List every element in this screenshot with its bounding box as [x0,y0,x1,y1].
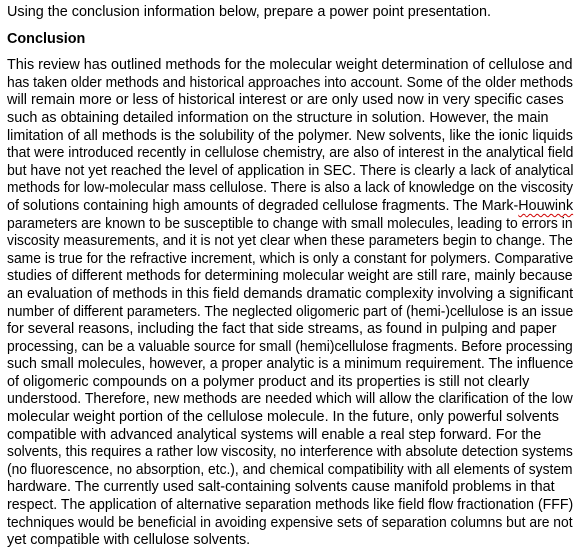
body-line: molecular weight portion of the cellulose molecule. In the future, only powerful solvents [7,409,559,426]
body-line: such as obtaining detailed information on the structure in solution. However, the main [7,109,549,126]
body-line: solvents, this requires a rather low viscosity, no interference with absolute detection systems [7,444,573,461]
body-line: respect. The application of alternative separation methods like field flow fractionation (FFF) [7,497,574,514]
body-line: limitation of all methods is the solubility of the polymer. New solvents, like the ionic liquids [7,127,573,144]
body-line: for several reasons, including the fact that side streams, as found in pulping and paper [7,321,557,338]
body-line: same is true for the refractive increment, which is only a constant for polymers. Comparative [7,250,574,267]
conclusion-heading: Conclusion [7,30,86,47]
body-line: that were introduced recently in cellulose chemistry, are also of interest in the analytical field [7,145,574,162]
body-line: parameters are known to be susceptible to change with small molecules, leading to errors in [7,215,573,232]
body-line: will remain more or less of historical interest or are only used now in very specific cases [7,92,564,109]
body-line: but have not yet reached the level of application in SEC. There is clearly a lack of analytical [7,162,574,179]
body-line: techniques would be beneficial in avoiding expensive sets of separation columns but are not [7,514,573,531]
body-line: compatible with advanced analytical systems will enable a real step forward. For the [7,426,542,443]
body-line: an evaluation of methods in this field demands dramatic complexity involving a significant [7,285,574,302]
body-line: understood. Therefore, new methods are needed which will allow the clarification of the low [7,391,573,408]
spellcheck-flagged-word: Houwink [518,197,574,214]
body-line: such small molecules, however, a proper analytic is a minimum requirement. The influence [7,356,574,373]
body-line: processing, can be a valuable source for small (hemi)cellulose fragments. Before processing [7,338,573,355]
body-line: yet compatible with cellulose solvents. [7,532,251,549]
body-line: (no fluorescence, no absorption, etc.), and chemical compatibility with all elements of system [7,461,573,478]
body-line: studies of different methods for determining molecular weight are still rare, mainly because [7,268,573,285]
body-line: This review has outlined methods for the molecular weight determination of cellulose and [7,57,573,74]
body-line: has taken older methods and historical approaches into account. Some of the older methods [7,74,573,91]
body-line: of oligomeric compounds on a polymer product and its properties is still not clearly [7,373,530,390]
body-line: of solutions containing high amounts of degraded cellulose fragments. The Mark-Houwink [7,197,574,214]
body-line: viscosity measurements, and it is not yet clear when these parameters begin to change. The [7,233,573,250]
document-page [7,4,573,550]
body-line: methods for low-molecular mass cellulose. There is also a lack of knowledge on the viscosity [7,180,574,197]
body-line: number of different parameters. The neglected oligomeric part of (hemi-)cellulose is an issue [7,303,574,320]
instruction-text: Using the conclusion information below, prepare a power point presentation. [7,4,491,20]
conclusion-body [7,57,573,550]
body-line: hardware. The currently used salt-containing solvents cause manifold problems in that [7,479,555,496]
